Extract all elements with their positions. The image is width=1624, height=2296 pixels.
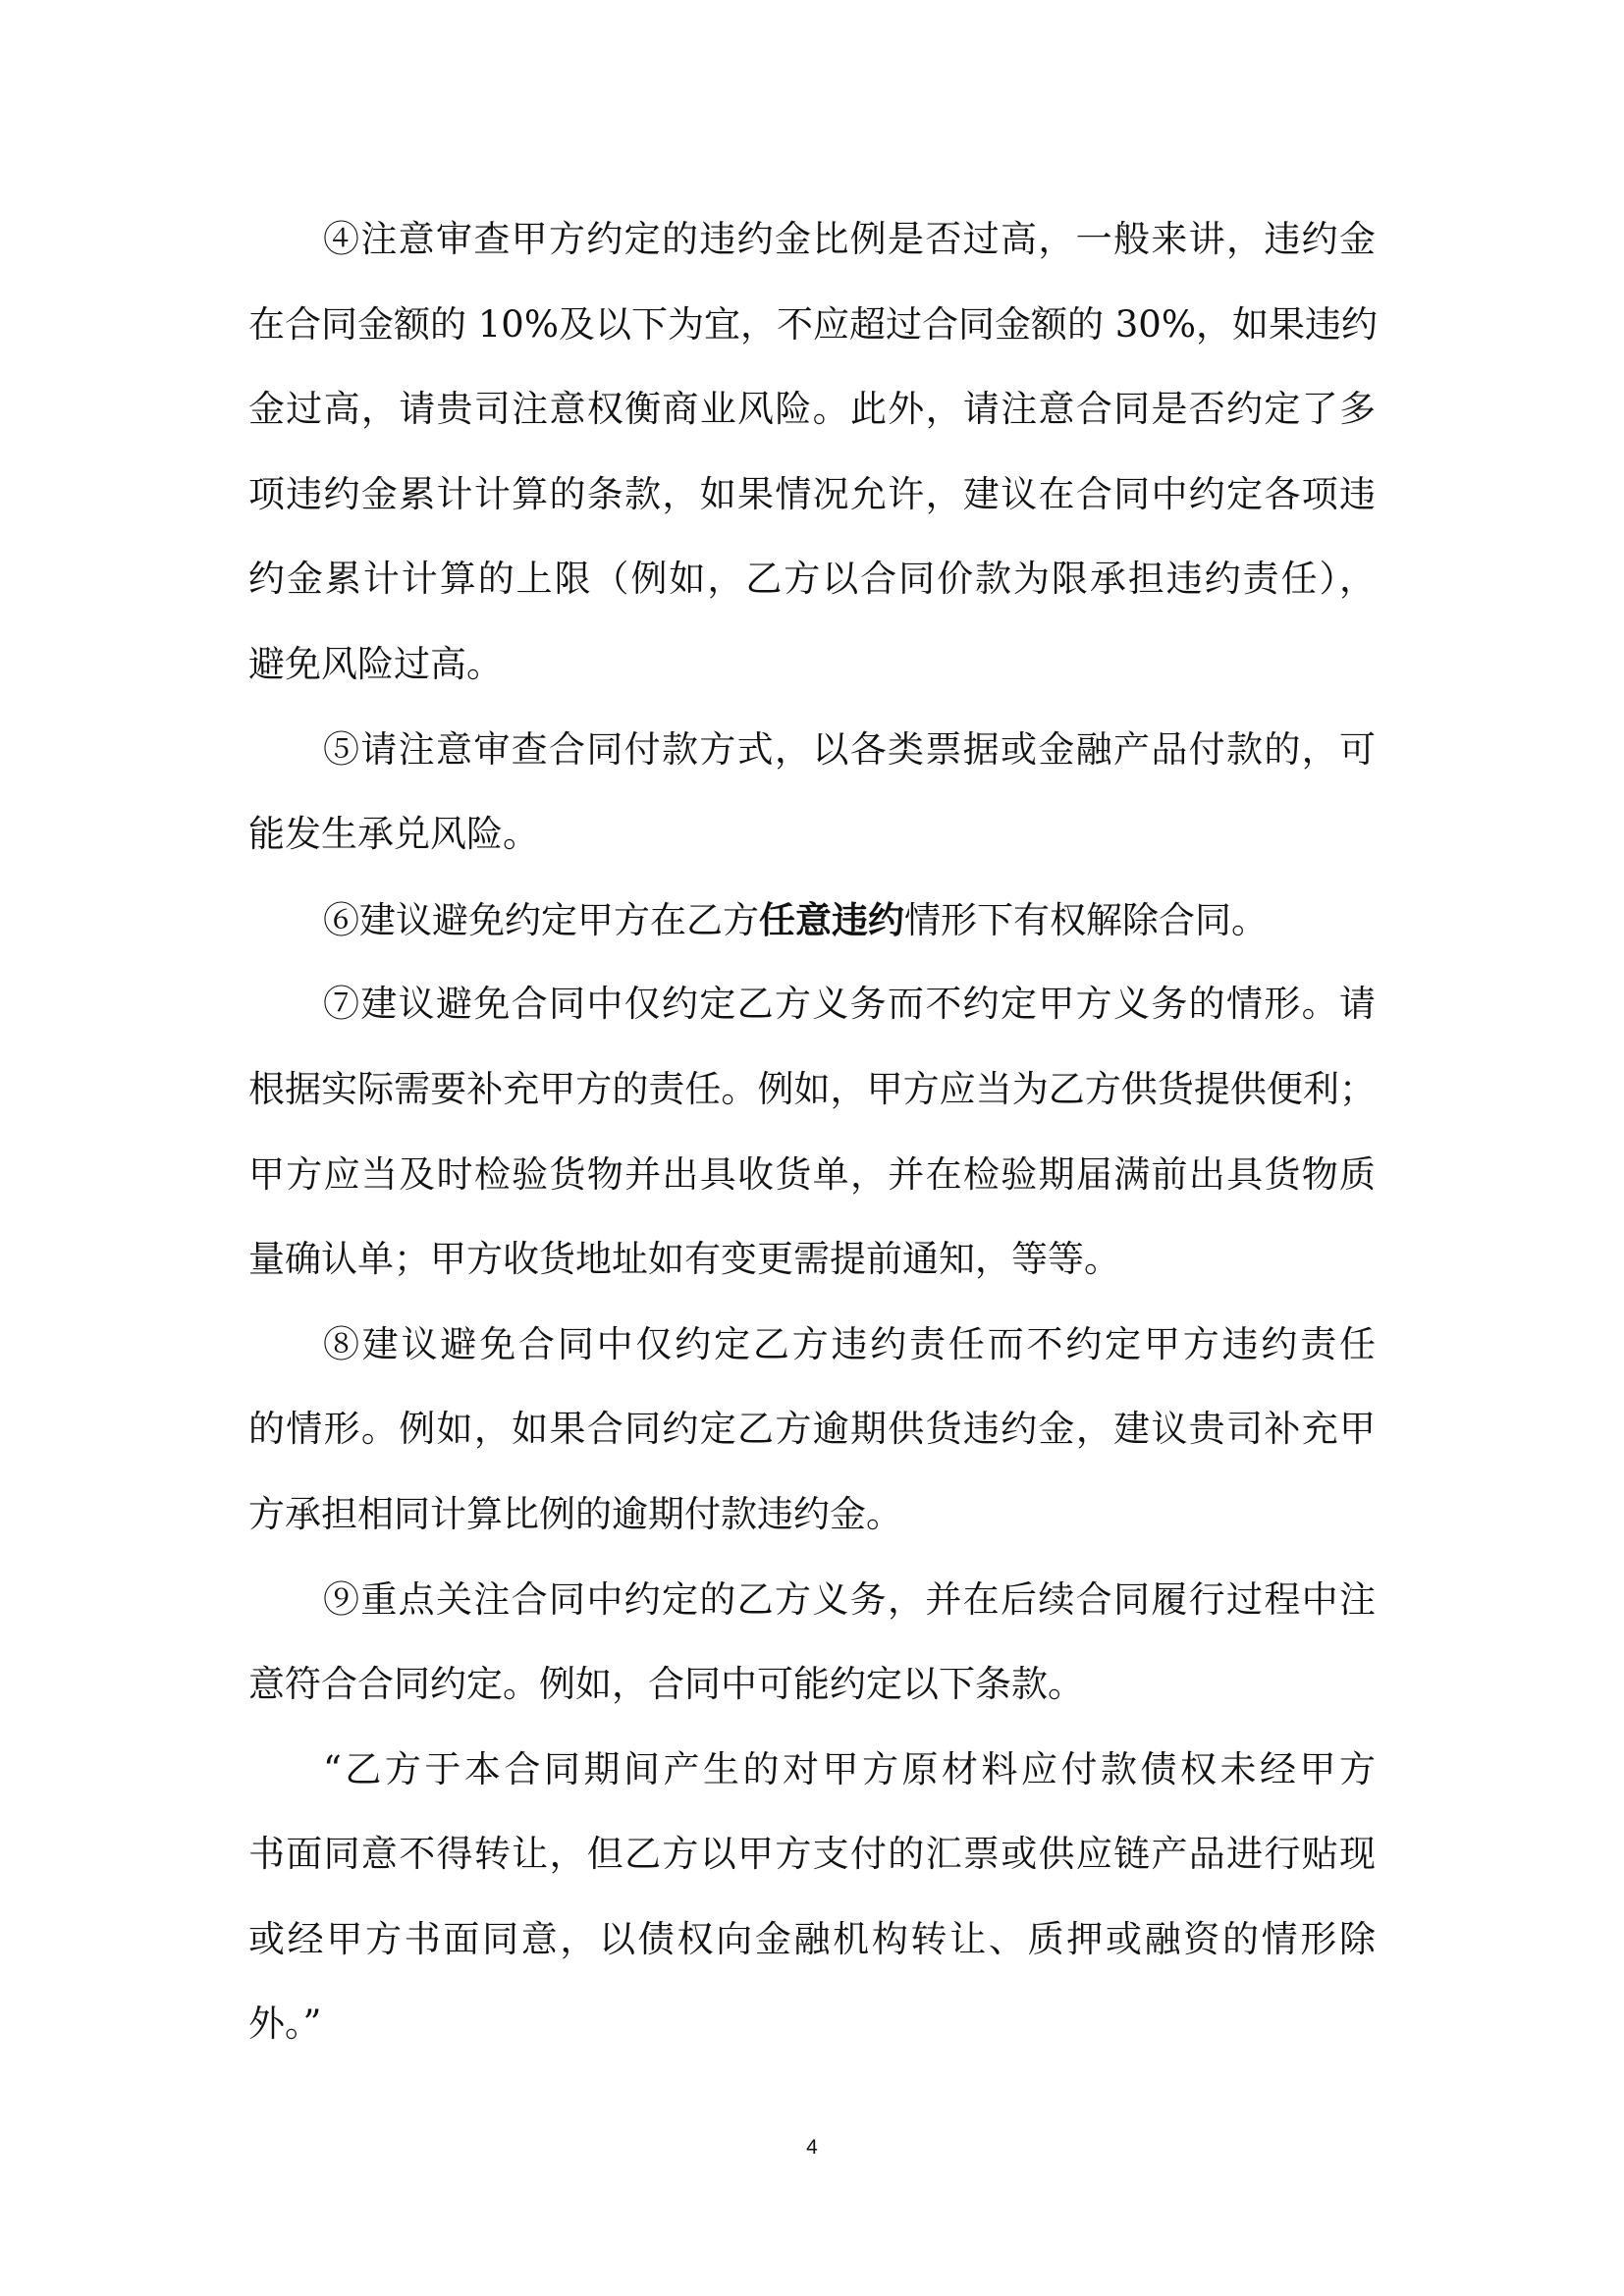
text-line: 甲方应当及时检验货物并出具收货单，并在检验期届满前出具货物质: [248, 1152, 1376, 1196]
paragraph-item-5: [248, 713, 1376, 882]
text-line: 书面同意不得转让，但乙方以甲方支付的汇票或供应链产品进行贴现: [248, 1833, 1376, 1876]
text-line: ④注意审查甲方约定的违约金比例是否过高，一般来讲，违约金: [323, 218, 1376, 260]
text-line: ⑤请注意审查合同付款方式，以各类票据或金融产品付款的，可: [323, 727, 1376, 771]
paragraph-item-4: [248, 202, 1376, 713]
paragraph-item-9: [248, 1563, 1376, 1733]
paragraph-item-6: [248, 882, 1376, 968]
page-number: 4: [806, 2136, 818, 2159]
bold-emphasis-text: 任意违约: [759, 897, 904, 941]
text-line: 项违约金累计计算的条款，如果情况允许，建议在合同中约定各项违: [248, 472, 1376, 515]
text-line: “乙方于本合同期间产生的对甲方原材料应付款债权未经甲方: [323, 1747, 1376, 1790]
text-line: 约金累计计算的上限（例如，乙方以合同价款为限承担违约责任），: [248, 558, 1376, 601]
text-line: 金过高，请贵司注意权衡商业风险。此外，请注意合同是否约定了多: [248, 388, 1376, 431]
text-line: ⑦建议避免合同中仅约定乙方义务而不约定甲方义务的情形。请: [323, 983, 1376, 1026]
text-line: 意符合合同约定。例如，合同中可能约定以下条款。: [248, 1663, 1084, 1706]
text-line: 的情形。例如，如果合同约定乙方逾期供货违约金，建议贵司补充甲: [248, 1408, 1376, 1451]
text-line: 避免风险过高。: [248, 642, 503, 685]
text-line: [248, 882, 1376, 968]
text-line: 能发生承兑风险。: [248, 813, 539, 856]
text-line: 在合同金额的 10%及以下为宜，不应超过合同金额的 30%，如果违约: [248, 302, 1378, 346]
text-line: 方承担相同计算比例的逾期付款违约金。: [248, 1492, 902, 1535]
paragraph-item-8: [248, 1308, 1376, 1563]
text-line: ⑧建议避免合同中仅约定乙方违约责任而不约定甲方违约责任: [323, 1322, 1376, 1365]
paragraph-item-7: [248, 967, 1376, 1307]
text-line: 量确认单；甲方收货地址如有变更需提前通知，等等。: [248, 1238, 1120, 1281]
text-line: ⑨重点关注合同中约定的乙方义务，并在后续合同履行过程中注: [323, 1577, 1376, 1621]
text-segment: 情形下有权解除合同。: [904, 898, 1268, 941]
quoted-clause: [248, 1733, 1376, 2072]
text-line: 根据实际需要补充甲方的责任。例如，甲方应当为乙方供货提供便利；: [248, 1067, 1376, 1110]
document-body: [248, 202, 1376, 2072]
text-line: 外。”: [248, 2002, 322, 2046]
text-segment: ⑥建议避免约定甲方在乙方: [323, 898, 759, 941]
text-line: 或经甲方书面同意，以债权向金融机构转让、质押或融资的情形除: [248, 1917, 1376, 1960]
